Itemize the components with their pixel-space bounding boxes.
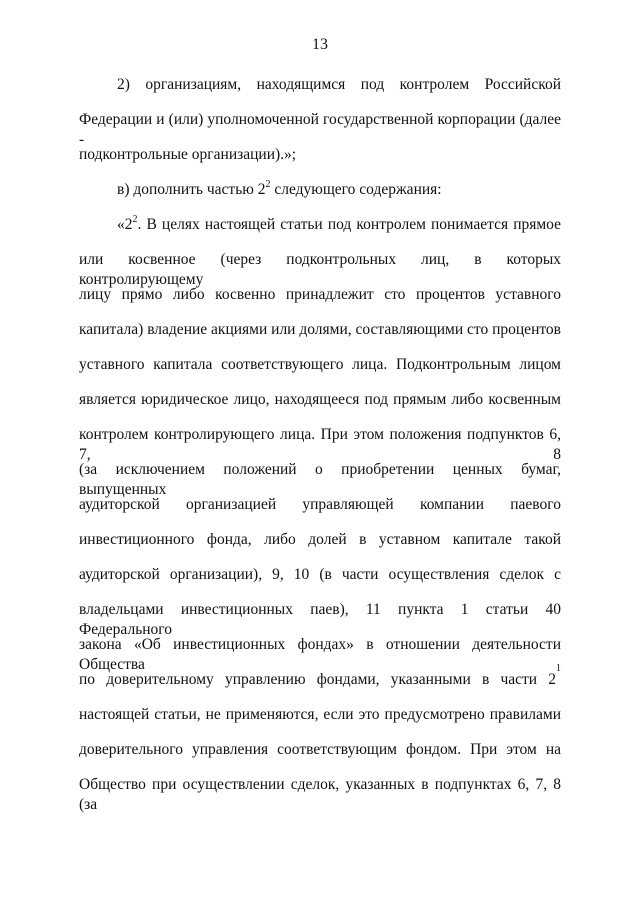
text-line: контролем контролирующего лица. При этом положения подпунктов 6, 7, 8 bbox=[79, 426, 561, 463]
text-line: Общество при осуществлении сделок, указанных в подпунктах 6, 7, 8 (за bbox=[79, 776, 561, 813]
text-line-with-superscript bbox=[79, 663, 561, 690]
text-line: Федерации и (или) уполномоченной государственной корпорации (далее - bbox=[79, 111, 561, 148]
text-segment: следующего содержания: bbox=[270, 181, 442, 198]
text-segment: . В целях настоящей статьи под контролем понимается прямое bbox=[137, 216, 561, 233]
text-line: 2) организациям, находящимся под контролем Российской bbox=[117, 76, 561, 93]
text-segment: в) дополнить частью 2 bbox=[117, 181, 266, 198]
text-line-with-superscript bbox=[117, 215, 561, 235]
text-line: капитала) владение акциями или долями, составляющими сто процентов bbox=[79, 321, 561, 338]
page-number: 13 bbox=[312, 36, 328, 53]
superscript: 2 bbox=[132, 213, 138, 225]
text-segment-start bbox=[117, 215, 138, 235]
text-line: доверительного управления соответствующим фондом. При этом на bbox=[79, 741, 561, 758]
text-segment: «2 bbox=[117, 216, 133, 233]
text-line: лицу прямо либо косвенно принадлежит сто процентов уставного bbox=[79, 286, 561, 303]
text-line: уставного капитала соответствующего лица. Подконтрольным лицом bbox=[79, 356, 561, 373]
text-line-with-superscript bbox=[117, 180, 561, 200]
text-segment: по доверительному управлению фондами, указанными в части 2 bbox=[79, 671, 556, 688]
text-line: подконтрольные организации).»; bbox=[79, 146, 297, 163]
text-line: инвестиционного фонда, либо долей в уставном капитале такой bbox=[79, 531, 561, 548]
text-line: закона «Об инвестиционных фондах» в отношении деятельности Общества bbox=[79, 636, 561, 673]
text-line: аудиторской организации), 9, 10 (в части осуществления сделок с bbox=[79, 566, 561, 583]
text-line: или косвенное (через подконтрольных лиц, в которых контролирующему bbox=[79, 251, 561, 288]
text-line: является юридическое лицо, находящееся под прямым либо косвенным bbox=[79, 391, 561, 408]
text-line: настоящей статьи, не применяются, если это предусмотрено правилами bbox=[79, 706, 561, 723]
superscript: 1 bbox=[556, 663, 561, 674]
superscript: 2 bbox=[265, 178, 271, 190]
text-line: (за исключением положений о приобретении ценных бумаг, выпущенных bbox=[79, 461, 561, 498]
text-line: владельцами инвестиционных паев), 11 пункта 1 статьи 40 Федерального bbox=[79, 601, 561, 638]
text-line: аудиторской организацией управляющей компании паевого bbox=[79, 496, 561, 513]
